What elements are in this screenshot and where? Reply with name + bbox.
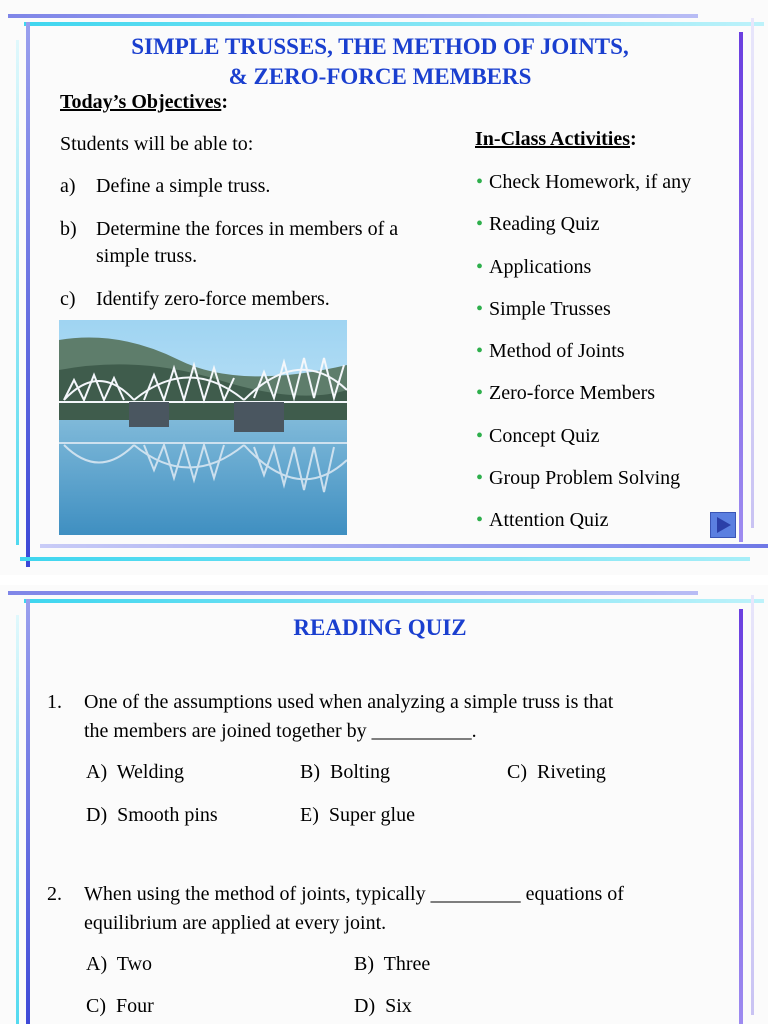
left-bar-light [16, 40, 19, 545]
left-bar-dark [26, 599, 30, 1024]
question-2-line2: equilibrium are applied at every joint. [84, 912, 387, 934]
q2-option-c[interactable] [86, 995, 154, 1018]
top-bar-dark [8, 14, 698, 18]
bullet-icon: • [476, 467, 484, 489]
activity-label: Attention Quiz [489, 509, 609, 531]
option-text: Riveting [537, 761, 606, 783]
activity-label: Applications [489, 256, 592, 278]
objectives-heading [60, 89, 228, 116]
q1-option-e[interactable] [300, 804, 415, 827]
next-slide-button[interactable] [710, 512, 736, 538]
activities-heading-text: In-Class Activities [475, 128, 630, 150]
left-bar-dark [26, 22, 30, 567]
option-letter: A) [86, 953, 108, 975]
truss-bridge-photo [59, 320, 347, 535]
activities-heading [475, 126, 637, 153]
right-bar-dark [739, 609, 743, 1024]
right-bar-light [751, 18, 754, 528]
question-2-number: 2. [47, 883, 62, 905]
objective-a-text: Define a simple truss. [96, 175, 271, 197]
option-letter: B) [354, 953, 374, 975]
bullet-icon: • [476, 256, 484, 278]
objective-b-text-cont: simple truss. [96, 245, 198, 267]
activity-item [476, 338, 625, 365]
option-text: Bolting [330, 761, 391, 783]
question-1-number: 1. [47, 691, 62, 713]
q1-option-b[interactable] [300, 761, 390, 784]
right-bar-light [751, 595, 754, 1015]
activity-item [476, 254, 591, 281]
bottom-bar-dark [40, 544, 768, 548]
objectives-heading-text: Today’s Objectives [60, 91, 222, 113]
objective-c-marker: c) [60, 288, 76, 310]
objective-b-text: Determine the forces in members of a [96, 218, 399, 240]
bullet-icon: • [476, 382, 484, 404]
activity-item [476, 465, 680, 492]
activity-label: Zero-force Members [489, 382, 656, 404]
top-bar-light [24, 599, 764, 603]
q2-option-a[interactable] [86, 953, 152, 976]
bullet-icon: • [476, 425, 484, 447]
activity-label: Group Problem Solving [489, 467, 681, 489]
activity-label: Check Homework, if any [489, 171, 692, 193]
option-letter: C) [507, 761, 527, 783]
option-text: Four [116, 995, 154, 1017]
activity-label: Concept Quiz [489, 425, 600, 447]
activities-heading-colon: : [630, 128, 637, 150]
bullet-icon: • [476, 298, 484, 320]
bottom-bar-light [20, 557, 750, 561]
slide-title-line2: & ZERO-FORCE MEMBERS [228, 64, 532, 89]
top-bar-light [24, 22, 764, 26]
objectives-intro: Students will be able to: [60, 133, 254, 155]
objectives-heading-colon: : [221, 91, 228, 113]
activity-item [476, 169, 691, 196]
bullet-icon: • [476, 340, 484, 362]
activity-item [476, 423, 600, 450]
question-2-line1: When using the method of joints, typically _________ equations of [84, 883, 624, 905]
slide-separator [0, 575, 768, 585]
activity-item [476, 380, 655, 407]
question-1-line1: One of the assumptions used when analyzing a simple truss is that [84, 691, 614, 713]
option-text: Smooth pins [117, 804, 218, 826]
question-1-line2: the members are joined together by __________. [84, 720, 477, 742]
option-letter: C) [86, 995, 106, 1017]
option-text: Six [385, 995, 412, 1017]
activity-item [476, 296, 611, 323]
option-text: Welding [116, 761, 185, 783]
activity-label: Simple Trusses [489, 298, 611, 320]
q2-option-d[interactable] [354, 995, 412, 1018]
bullet-icon: • [476, 171, 484, 193]
bullet-icon: • [476, 509, 484, 531]
activity-item [476, 211, 600, 238]
option-text: Two [116, 953, 153, 975]
quiz-title: READING QUIZ [293, 615, 467, 640]
option-text: Three [383, 953, 431, 975]
objective-b-marker: b) [60, 218, 77, 240]
play-arrow-icon [711, 513, 735, 537]
option-letter: E) [300, 804, 319, 826]
slide-title-line1: SIMPLE TRUSSES, THE METHOD OF JOINTS, [131, 34, 629, 59]
q2-option-b[interactable] [354, 953, 430, 976]
q1-option-c[interactable] [507, 761, 606, 784]
slide-reading-quiz [0, 585, 768, 1024]
activity-label: Method of Joints [489, 340, 625, 362]
top-bar-dark [8, 591, 698, 595]
option-letter: A) [86, 761, 108, 783]
objective-a-marker: a) [60, 175, 76, 197]
q1-option-a[interactable] [86, 761, 184, 784]
option-letter: B) [300, 761, 320, 783]
q1-option-d[interactable] [86, 804, 218, 827]
right-bar-dark [739, 32, 743, 542]
objective-c-text: Identify zero-force members. [96, 288, 330, 310]
option-text: Super glue [328, 804, 415, 826]
option-letter: D) [354, 995, 376, 1017]
activity-item [476, 507, 608, 534]
left-bar-light [16, 615, 19, 1024]
bullet-icon: • [476, 213, 484, 235]
option-letter: D) [86, 804, 108, 826]
activity-label: Reading Quiz [489, 213, 600, 235]
